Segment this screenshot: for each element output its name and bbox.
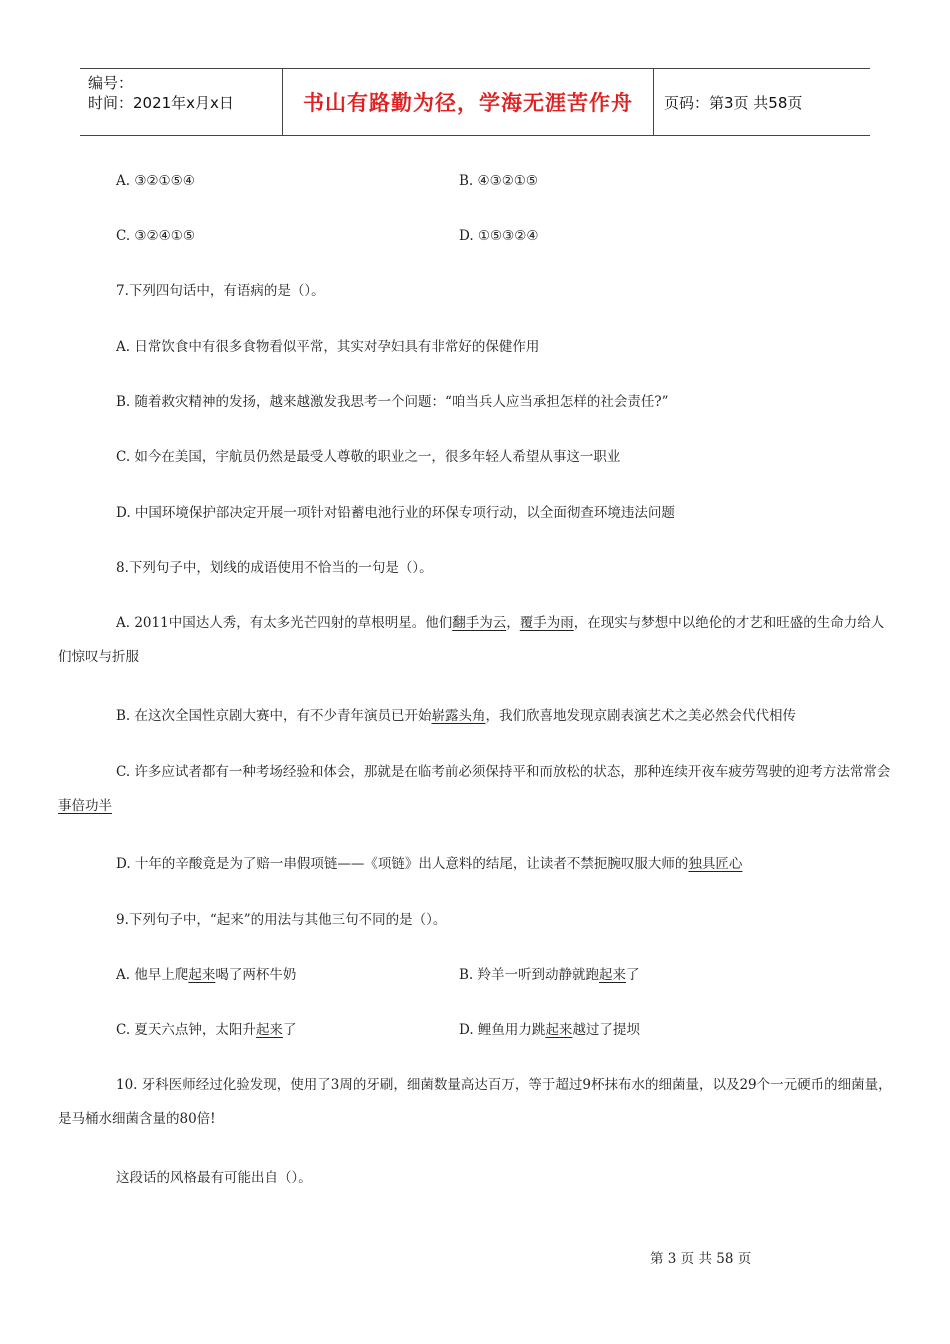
q9-d-word: 起来	[545, 1022, 573, 1038]
q8-option-c	[58, 755, 892, 823]
q7-option-a: A. 日常饮食中有很多食物看似平常，其实对孕妇具有非常好的保健作用	[116, 339, 540, 355]
q7-stem: 7.下列四句话中，有语病的是（）。	[116, 283, 325, 299]
q7-option-c: C. 如今在美国，宇航员仍然是最受人尊敬的职业之一，很多年轻人希望从事这一职业	[116, 449, 621, 465]
q9-d-text: D. 鲤鱼用力跳	[459, 1022, 546, 1038]
q8-a-comma: ，	[506, 615, 520, 631]
q10-question: 这段话的风格最有可能出自（）。	[116, 1170, 312, 1186]
q9-c-text: C. 夏天六点钟，太阳升	[116, 1022, 256, 1038]
q8-a-text: A. 2011中国达人秀，有太多光芒四射的草根明星。他们	[116, 615, 453, 631]
q9-option-c	[116, 1020, 296, 1040]
q9-d-text-end: 越过了提坝	[572, 1022, 640, 1038]
q8-b-text-end: ，我们欣喜地发现京剧表演艺术之美必然会代代相传	[485, 708, 797, 724]
q7-option-b: B. 随着救灾精神的发扬，越来越激发我思考一个问题：“咱当兵人应当承担怎样的社会责任?”	[116, 394, 669, 410]
q8-option-b	[116, 706, 796, 726]
q9-option-b	[459, 965, 640, 985]
document-time: 时间：2021年x月x日	[88, 94, 234, 112]
q8-c-text: C. 许多应试者都有一种考场经验和体会，那就是在临考前必须保持平和而放松的状态，那种连续开夜车疲劳驾驶的迎考方法常常会	[116, 764, 891, 780]
q8-option-d	[116, 854, 742, 874]
q8-c-idiom: 事倍功半	[58, 798, 112, 814]
q8-b-text: B. 在这次全国性京剧大赛中，有不少青年演员已开始	[116, 708, 432, 724]
q8-option-a	[58, 606, 892, 674]
q9-b-text-end: 了	[626, 967, 640, 983]
header-meta	[80, 69, 282, 135]
q8-a-idiom-1: 翻手为云	[452, 615, 507, 631]
q9-c-word: 起来	[255, 1022, 283, 1038]
q6-option-c: C. ③②④①⑤	[116, 228, 195, 244]
header-motto-cell	[282, 69, 654, 135]
q9-c-text-end: 了	[282, 1022, 297, 1038]
q10-stem: 10. 牙科医师经过化验发现，使用了3周的牙刷，细菌数量高达百万，等于超过9杯抹布水的细菌量，以及29个一元硬币的细菌量，是马桶水细菌含量的80倍!	[58, 1077, 892, 1127]
q9-a-text: A. 他早上爬	[116, 967, 189, 983]
page-header	[80, 68, 870, 136]
q9-b-text: B. 羚羊一听到动静就跑	[459, 967, 600, 983]
q6-option-a: A. ③②①⑤④	[116, 173, 195, 189]
q8-a-text-end: ，在现实与梦想中以绝伦的才艺和旺盛的生命力给人们惊叹与折服	[58, 615, 885, 665]
header-page-cell	[654, 69, 870, 135]
q7-option-d: D. 中国环境保护部决定开展一项针对铅蓄电池行业的环保专项行动，以全面彻查环境违法问题	[116, 505, 675, 521]
q9-option-d	[459, 1020, 640, 1040]
q9-a-text-end: 喝了两杯牛奶	[215, 967, 297, 983]
q9-stem: 9.下列句子中，“起来”的用法与其他三句不同的是（）。	[116, 912, 447, 928]
motto-text: 书山有路勤为径，学海无涯苦作舟	[303, 91, 633, 115]
q8-stem: 8.下列句子中，划线的成语使用不恰当的一句是（）。	[116, 560, 433, 576]
q9-a-word: 起来	[188, 967, 216, 983]
q9-b-word: 起来	[599, 967, 627, 983]
q8-d-text: D. 十年的辛酸竟是为了赔一串假项链——《项链》出人意料的结尾，让读者不禁扼腕叹服大师的	[116, 856, 689, 872]
q6-option-b: B. ④③②①⑤	[459, 173, 539, 189]
q9-option-a	[116, 965, 296, 985]
header-page-number: 页码：第3页 共58页	[664, 93, 803, 112]
page-footer: 第 3 页 共 58 页	[650, 1251, 752, 1267]
document-number: 编号：	[88, 74, 134, 92]
q8-a-idiom-2: 覆手为雨	[519, 615, 574, 631]
q8-d-idiom: 独具匠心	[688, 856, 743, 872]
q6-option-d: D. ①⑤③②④	[459, 228, 539, 244]
q8-b-idiom: 崭露头角	[431, 708, 486, 724]
